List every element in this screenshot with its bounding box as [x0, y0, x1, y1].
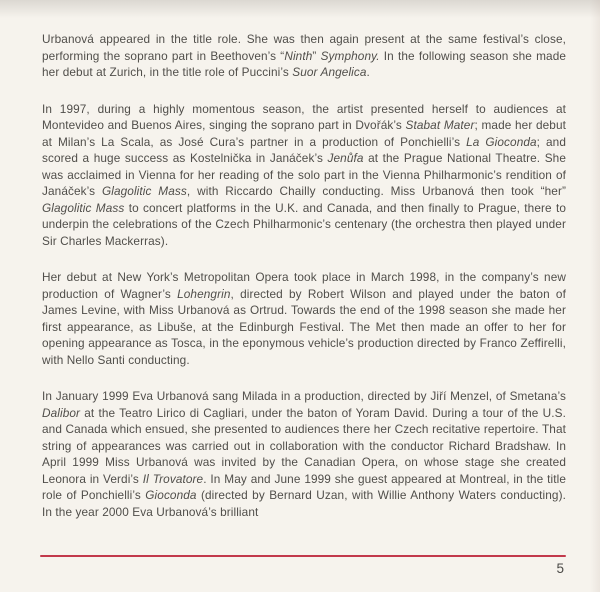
text-run: , with Riccardo Chailly conducting. Miss Urbanová then took “her” [186, 184, 566, 198]
text-run: In 1997, during a highly momentous season, the artist presented herself to audiences at Montevideo and Buenos Aires, singing the soprano part in Dvořák’s [42, 101, 566, 132]
text-run: ; and scored a huge success as Kostelnička in Janáček’s [42, 134, 566, 165]
italic-text-run: Dalibor [42, 405, 81, 420]
italic-text-run: Glagolitic Mass [42, 200, 125, 215]
italic-text-run: Glagolitic Mass [101, 184, 187, 198]
italic-text-run: La Gioconda [466, 134, 537, 149]
text-run: . In May and June 1999 she guest appeared at Montreal, in the title role of Ponchielli’s [42, 471, 566, 502]
text-run: to concert platforms in the U.K. and Canada, and then finally to Prague, there to underpin the celebrations of the Czech Philharmonic’s centenary (the orchestra then played under Sir Charles Mackerras). [42, 200, 566, 248]
text-run: ; made her debut at Milan’s La Scala, as José Cura’s partner in a production of Ponchielli’s [42, 118, 566, 149]
italic-text-run: Suor Angelica [292, 65, 367, 79]
body-text [42, 31, 566, 520]
text-run: Urbanová appeared in the title role. She was then again present at the same festival’s close, performing the soprano part in Beethoven’s “ [42, 32, 566, 63]
italic-text-run: Symphony. [320, 48, 380, 63]
italic-text-run: Il Trovatore [142, 471, 204, 486]
text-run: Her debut at New York’s Metropolitan Opera took place in March 1998, in the company’s new production of Wagner’s [42, 270, 566, 301]
paragraph [42, 31, 566, 81]
page-number: 5 [556, 561, 564, 576]
text-run: (directed by Bernard Uzan, with Willie Anthony Waters conducting). In the year 2000 Eva Urbanová’s brilliant [42, 488, 566, 519]
text-run: , directed by Robert Wilson and played under the baton of James Levine, with Miss Urbanová as Ortrud. Towards the end of the 1998 season she made her first appearance, as Libuše, at the Edinburgh Festival. The Met then made an offer to her for opening appearance as Tosca, in the eponymous vehicle’s production directed by Franco Zeffirelli, with Nello Santi conducting. [42, 286, 566, 367]
italic-text-run: Ninth [284, 48, 313, 63]
italic-text-run: Stabat Mater [405, 118, 475, 132]
paragraph [42, 101, 566, 250]
italic-text-run: Gioconda [145, 488, 197, 502]
footer-rule [40, 555, 566, 557]
text-run: In the following season she made her debut at Zurich, in the title role of Puccini’s [42, 48, 567, 79]
text-run: In January 1999 Eva Urbanová sang Milada in a production, directed by Jiří Menzel, of Smetana’s [42, 389, 566, 403]
paragraph [42, 388, 566, 520]
text-run: ” [312, 48, 321, 63]
text-run: . [366, 65, 370, 79]
paragraph [42, 269, 566, 368]
text-run: at the Prague National Theatre. She was acclaimed in Vienna for her reading of the solo part in the Vienna Philharmonic’s rendition of Janáček’s [42, 151, 566, 198]
italic-text-run: Jenůfa [327, 151, 364, 165]
italic-text-run: Lohengrin [177, 286, 231, 301]
text-run: at the Teatro Lirico di Cagliari, under the baton of Yoram David. During a tour of the U.S. and Canada which ensued, she presented to audiences there her Czech recitative repertoire. That string of appearances was carried out in collaboration with the conductor Richard Bradshaw. In April 1999 Miss Urbanová was invited by the Canadian Opera, on whose stage she created Leonora in Verdi’s [42, 405, 566, 486]
